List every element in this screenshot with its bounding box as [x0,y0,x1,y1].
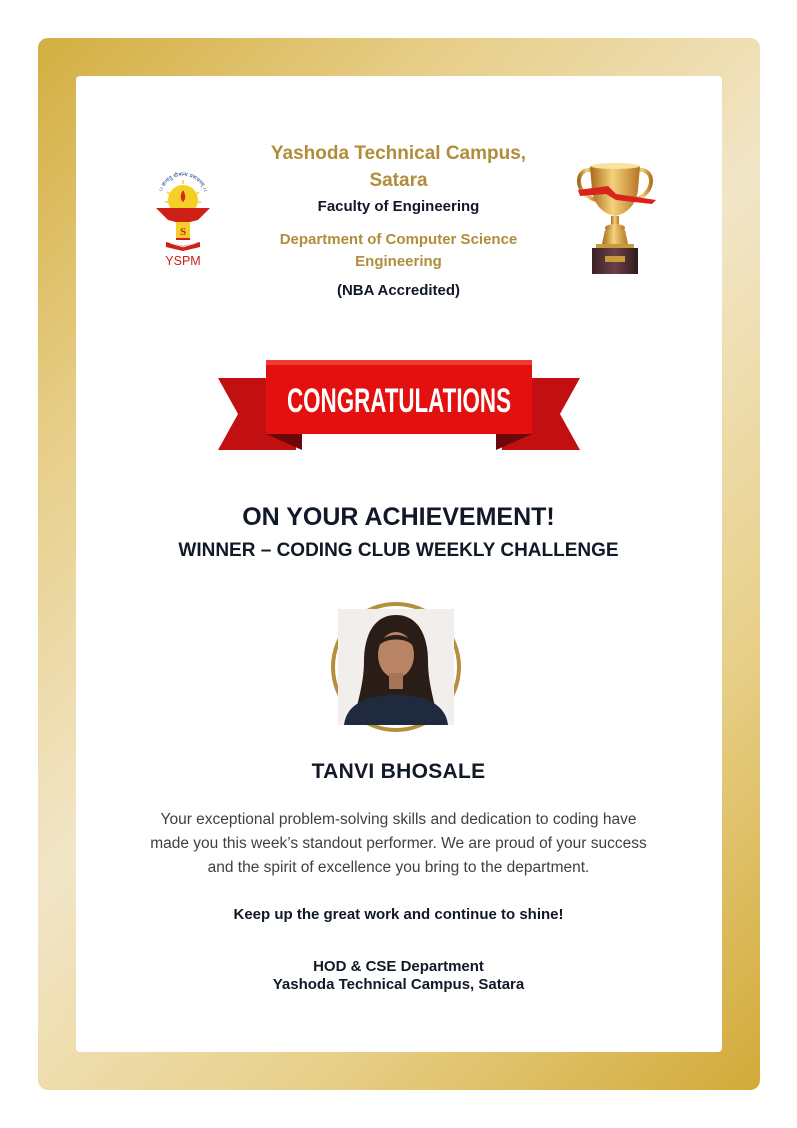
signature-line2: Yashoda Technical Campus, Satara [272,976,525,993]
message-line2: made you this week’s standout performer. We are proud of your success [150,835,647,852]
department-name-line2: Engineering [355,253,442,270]
signature-block [0,958,797,994]
department-name [0,229,797,273]
institution-name [0,140,797,194]
institution-name-line2: Satara [369,170,428,191]
ribbon-banner-icon [216,358,582,454]
achievement-heading: ON YOUR ACHIEVEMENT! [242,503,555,531]
banner-text: CONGRATULATIONS [287,382,511,420]
logo-arc-text: ।। ज्ञानातु धीमान्य प्रवाचनम् ।। [158,171,208,193]
recipient-portrait [338,609,454,725]
logo-text: YSPM [165,254,201,268]
accreditation-text: (NBA Accredited) [336,282,461,299]
achievement-subheading: WINNER – CODING CLUB WEEKLY CHALLENGE [178,540,619,561]
department-name-line1: Department of Computer Science [279,231,518,248]
message-line3: and the spirit of excellence you bring to the department. [207,859,590,876]
logo-letter: S [179,226,187,238]
signature-line1: HOD & CSE Department [313,958,484,975]
recipient-name: TANVI BHOSALE [311,760,486,783]
recipient-photo [331,602,461,732]
faculty-name: Faculty of Engineering [317,198,480,215]
closing-text: Keep up the great work and continue to shine! [233,906,564,923]
institution-name-line1: Yashoda Technical Campus, [270,143,527,164]
message-line1: Your exceptional problem-solving skills and dedication to coding have [160,811,637,828]
message-body [0,808,797,880]
